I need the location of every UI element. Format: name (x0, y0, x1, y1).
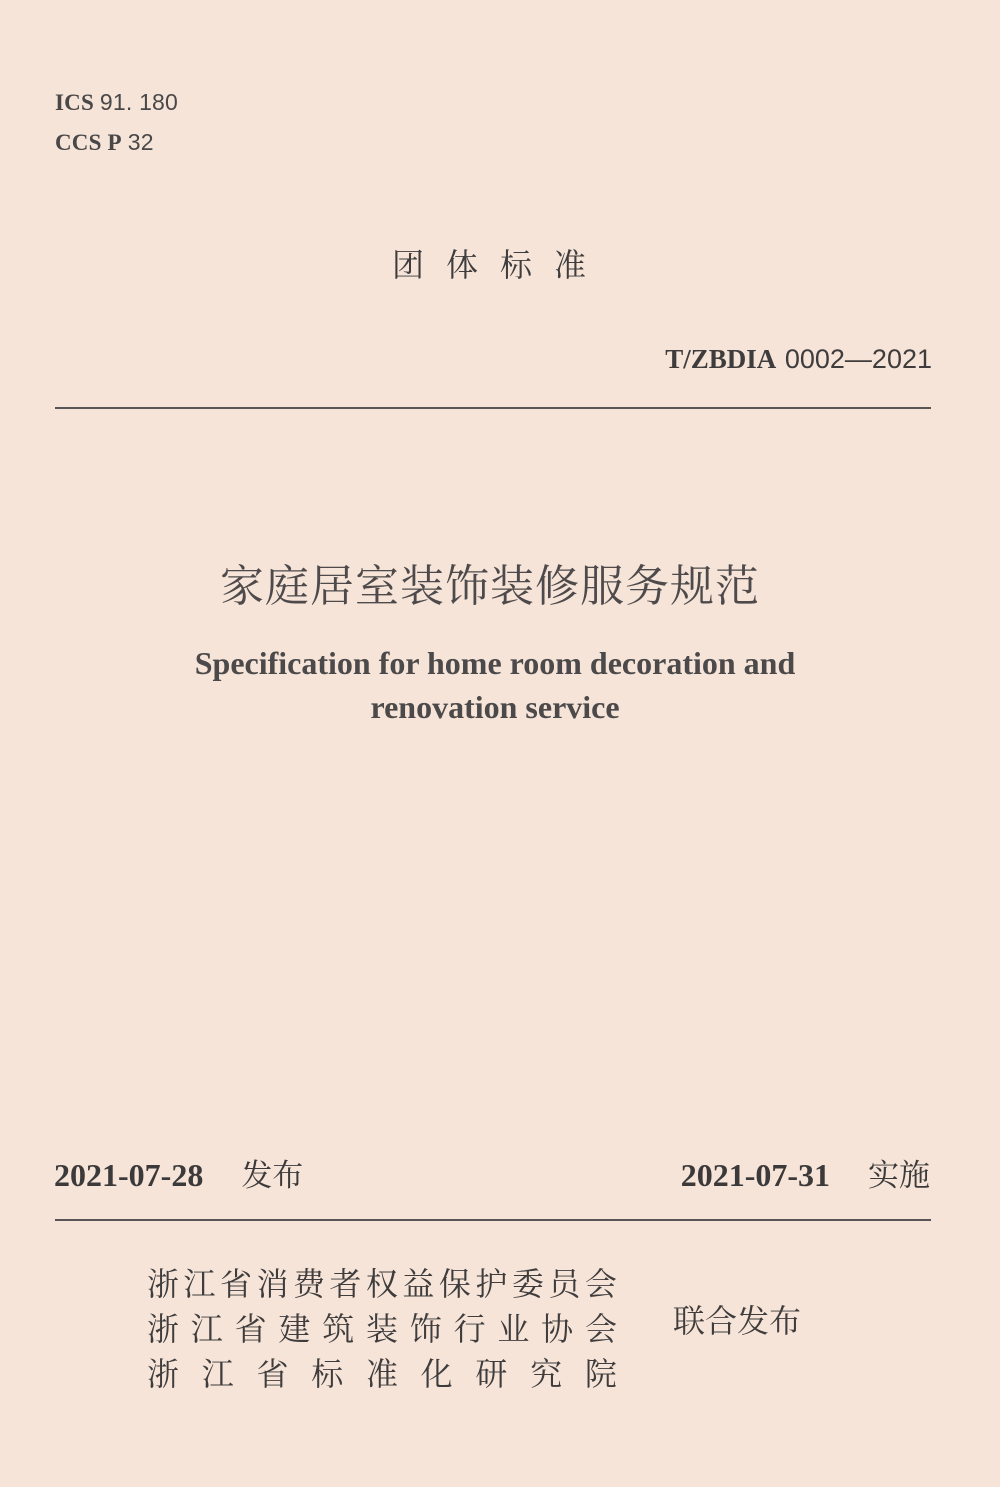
publisher-char: 准 (365, 1355, 398, 1393)
header-divider (55, 407, 931, 409)
implementation-label: 实施 (868, 1158, 930, 1194)
publisher-list (147, 1262, 617, 1397)
publisher-char: 筑 (322, 1310, 355, 1348)
publisher-char: 究 (530, 1355, 563, 1393)
ccs-code: CCS P (55, 130, 122, 155)
publisher-name (147, 1352, 617, 1397)
publisher-char: 行 (453, 1310, 486, 1348)
publisher-char: 浙 (147, 1355, 180, 1393)
publisher-char: 建 (278, 1310, 311, 1348)
title-chinese: 家庭居室装饰装修服务规范 (220, 561, 760, 612)
publisher-char: 保 (438, 1265, 471, 1303)
publisher-char: 护 (475, 1265, 508, 1303)
issue-date: 2021-07-28 (54, 1157, 204, 1193)
publisher-char: 业 (497, 1310, 530, 1348)
publisher-char: 权 (365, 1265, 398, 1303)
publisher-char: 委 (511, 1265, 544, 1303)
joint-publication-label: 联合发布 (673, 1302, 802, 1340)
publisher-char: 饰 (409, 1310, 442, 1348)
publisher-char: 化 (420, 1355, 453, 1393)
title-english-line-1: Specification for home room decoration and (194, 645, 796, 681)
standard-number-prefix: T/ZBDIA (665, 344, 777, 374)
issue-date-block (54, 1150, 303, 1195)
publisher-char: 浙 (147, 1265, 180, 1303)
publisher-char: 会 (584, 1265, 617, 1303)
publisher-char: 浙 (147, 1310, 180, 1348)
publisher-char: 省 (256, 1355, 289, 1393)
publisher-char: 会 (584, 1310, 617, 1348)
ics-code: ICS (55, 90, 94, 115)
implementation-date: 2021-07-31 (680, 1157, 830, 1193)
publisher-char: 协 (541, 1310, 574, 1348)
publisher-char: 者 (329, 1265, 362, 1303)
issue-label: 发布 (241, 1158, 304, 1194)
publisher-name (147, 1262, 617, 1307)
publisher-char: 省 (234, 1310, 267, 1348)
publisher-char: 江 (183, 1265, 216, 1303)
publisher-char: 费 (292, 1265, 325, 1303)
implementation-date-block (681, 1150, 930, 1195)
ics-classification (55, 89, 178, 116)
publisher-char: 益 (402, 1265, 435, 1303)
publisher-char: 消 (256, 1265, 289, 1303)
publisher-name (147, 1307, 617, 1352)
publisher-char: 江 (201, 1355, 234, 1393)
publisher-char: 员 (548, 1265, 581, 1303)
ccs-number: 32 (127, 129, 154, 155)
publisher-char: 研 (475, 1355, 508, 1393)
publisher-char: 装 (365, 1310, 398, 1348)
publisher-char: 江 (190, 1310, 223, 1348)
standard-type: 团体标准 (391, 246, 608, 284)
standard-number (665, 344, 932, 375)
ccs-classification (55, 129, 154, 156)
standard-number-digits: 0002—2021 (784, 344, 932, 374)
ics-number: 91. 180 (99, 89, 179, 115)
publisher-char: 标 (311, 1355, 344, 1393)
publisher-char: 院 (584, 1355, 617, 1393)
footer-divider (55, 1219, 931, 1221)
publisher-char: 省 (219, 1265, 252, 1303)
title-english-line-2: renovation service (370, 689, 620, 725)
